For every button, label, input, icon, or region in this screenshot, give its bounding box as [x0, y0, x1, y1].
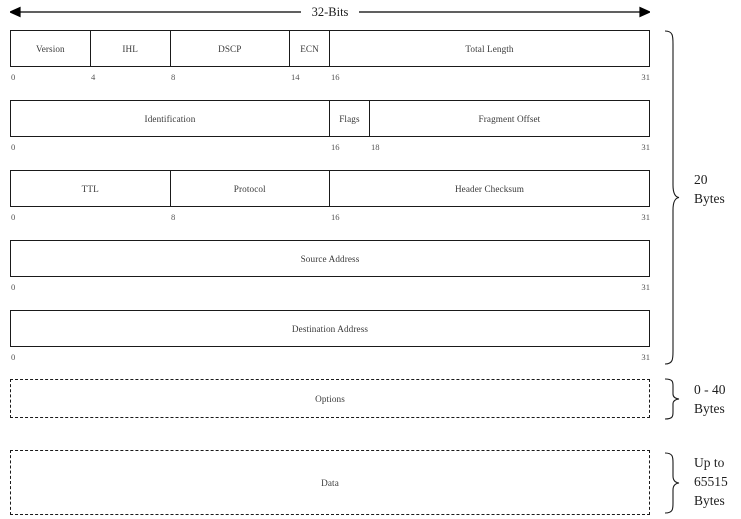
- bit-tick: 0: [11, 352, 16, 362]
- bit-tick: 8: [171, 212, 176, 222]
- row-word-2-bit-ticks: [10, 140, 650, 154]
- annotation-header-size-line-2: Bytes: [694, 191, 725, 206]
- annotation-data-size-line-1: Up to: [694, 455, 725, 470]
- field-ecn: ECN: [290, 31, 330, 66]
- row-word-5-bit-ticks: [10, 350, 650, 364]
- bit-tick: 4: [91, 72, 96, 82]
- bit-tick: 16: [331, 142, 340, 152]
- row-word-4-bit-ticks: [10, 280, 650, 294]
- row-data: [10, 450, 650, 515]
- bit-tick: 31: [641, 72, 650, 82]
- field-protocol: Protocol: [171, 171, 331, 206]
- annotation-data-size-line-3: Bytes: [694, 493, 725, 508]
- annotation-header-size: [694, 170, 725, 208]
- bit-tick: 8: [171, 72, 176, 82]
- arrow-left-icon: [10, 8, 20, 17]
- field-identification: Identification: [11, 101, 330, 136]
- annotation-header-size-line-1: 20: [694, 172, 708, 187]
- field-header-checksum: Header Checksum: [454, 183, 525, 194]
- brace-data-icon: [664, 452, 680, 514]
- field-flags: Flags: [330, 101, 370, 136]
- bit-tick: 0: [11, 282, 16, 292]
- field-data: Data: [321, 477, 339, 488]
- row-word-3: [10, 170, 650, 207]
- brace-options-icon: [664, 378, 680, 420]
- arrow-right-icon: [640, 8, 650, 17]
- bit-tick: 0: [11, 212, 16, 222]
- brace-header-icon: [664, 30, 680, 365]
- row-word-4: [10, 240, 650, 277]
- row-options: [10, 379, 650, 418]
- bit-tick: 16: [331, 212, 340, 222]
- bit-tick: 0: [11, 142, 16, 152]
- annotation-data-size: [694, 453, 728, 510]
- field-total-length: Total Length: [465, 43, 514, 54]
- field-options: Options: [315, 393, 345, 404]
- row-word-2: [10, 100, 650, 137]
- annotation-options-size-line-1: 0 - 40: [694, 382, 726, 397]
- bit-tick: 14: [291, 72, 300, 82]
- field-fragment-offset: Fragment Offset: [478, 113, 541, 124]
- bit-tick: 16: [331, 72, 340, 82]
- bit-tick: 31: [641, 212, 650, 222]
- field-version: Version: [11, 31, 91, 66]
- annotation-options-size-line-2: Bytes: [694, 401, 725, 416]
- annotation-data-size-line-2: 65515: [694, 474, 728, 489]
- bit-width-ruler: [10, 2, 650, 22]
- bit-width-label: 32-Bits: [301, 2, 359, 22]
- field-dscp: DSCP: [171, 31, 291, 66]
- annotation-options-size: [694, 380, 726, 418]
- bit-tick: 18: [371, 142, 380, 152]
- field-ihl: IHL: [91, 31, 171, 66]
- field-ttl: TTL: [11, 171, 171, 206]
- row-word-1: [10, 30, 650, 67]
- row-word-1-bit-ticks: [10, 70, 650, 84]
- bit-tick: 31: [641, 142, 650, 152]
- field-destination-address: Destination Address: [291, 323, 369, 334]
- bit-tick: 0: [11, 72, 16, 82]
- row-word-5: [10, 310, 650, 347]
- field-source-address: Source Address: [300, 253, 360, 264]
- bit-tick: 31: [641, 352, 650, 362]
- bit-tick: 31: [641, 282, 650, 292]
- row-word-3-bit-ticks: [10, 210, 650, 224]
